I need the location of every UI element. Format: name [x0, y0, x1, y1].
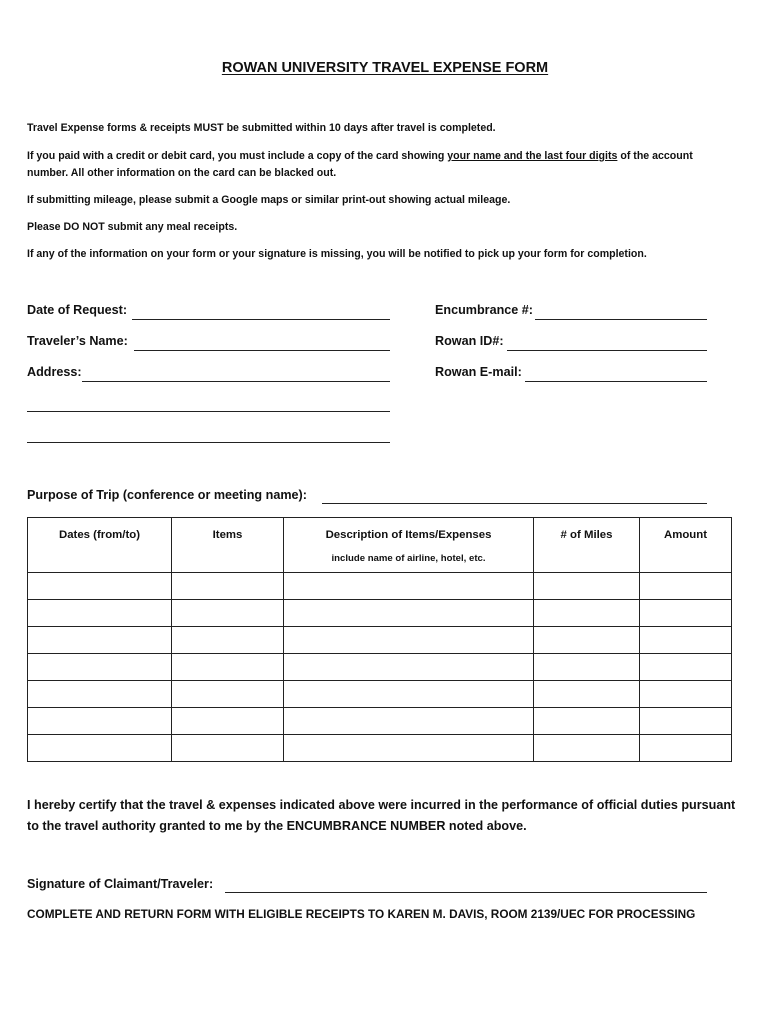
- amount-cell[interactable]: [640, 654, 732, 681]
- items-cell[interactable]: [172, 708, 284, 735]
- instruction-missing-info: If any of the information on your form or your signature is missing, you will be notified to pick up your form for completion.: [27, 248, 647, 260]
- miles-cell[interactable]: [534, 735, 640, 762]
- items-cell[interactable]: [172, 735, 284, 762]
- amount-cell[interactable]: [640, 627, 732, 654]
- description-cell[interactable]: [284, 735, 534, 762]
- items-cell[interactable]: [172, 681, 284, 708]
- signature-line[interactable]: [225, 892, 707, 893]
- return-instructions: COMPLETE AND RETURN FORM WITH ELIGIBLE RECEIPTS TO KAREN M. DAVIS, ROOM 2139/UEC FOR PROCESSING: [27, 907, 696, 921]
- amount-cell[interactable]: [640, 735, 732, 762]
- rowan-id-label: Rowan ID#:: [435, 334, 504, 348]
- amount-cell[interactable]: [640, 681, 732, 708]
- amount-cell[interactable]: [640, 708, 732, 735]
- instruction-card-copy-continued: number. All other information on the card can be blacked out.: [27, 167, 337, 179]
- dates-cell[interactable]: [28, 654, 172, 681]
- items-cell[interactable]: [172, 627, 284, 654]
- dates-cell[interactable]: [28, 681, 172, 708]
- dates-cell[interactable]: [28, 627, 172, 654]
- miles-cell[interactable]: [534, 708, 640, 735]
- amount-column-header: Amount: [640, 518, 732, 573]
- description-cell[interactable]: [284, 627, 534, 654]
- amount-cell[interactable]: [640, 573, 732, 600]
- table-row: [28, 708, 732, 735]
- amount-cell[interactable]: [640, 600, 732, 627]
- rowan-id-line[interactable]: [507, 350, 707, 351]
- dates-cell[interactable]: [28, 735, 172, 762]
- items-cell[interactable]: [172, 573, 284, 600]
- travelers-name-line[interactable]: [134, 350, 390, 351]
- table-row: [28, 735, 732, 762]
- items-cell[interactable]: [172, 654, 284, 681]
- instruction-mileage: If submitting mileage, please submit a Google maps or similar print-out showing actual mileage.: [27, 194, 511, 206]
- miles-cell[interactable]: [534, 600, 640, 627]
- expense-table-header-row: [28, 518, 732, 573]
- instruction-card-copy-pre: If you paid with a credit or debit card, you must include a copy of the card showing: [27, 150, 448, 162]
- table-row: [28, 573, 732, 600]
- description-cell[interactable]: [284, 573, 534, 600]
- address-line-1[interactable]: [82, 381, 390, 382]
- description-cell[interactable]: [284, 600, 534, 627]
- address-line-2[interactable]: [27, 411, 390, 412]
- miles-column-header: # of Miles: [534, 518, 640, 573]
- instruction-card-copy: [27, 148, 727, 165]
- items-column-header: Items: [172, 518, 284, 573]
- dates-cell[interactable]: [28, 573, 172, 600]
- date-of-request-line[interactable]: [132, 319, 390, 320]
- expense-table: [27, 517, 732, 762]
- table-row: [28, 627, 732, 654]
- dates-column-header: Dates (from/to): [28, 518, 172, 573]
- rowan-email-label: Rowan E-mail:: [435, 365, 522, 379]
- description-cell[interactable]: [284, 654, 534, 681]
- instruction-card-copy-underlined: your name and the last four digits: [447, 150, 618, 162]
- certification-statement: I hereby certify that the travel & expenses indicated above were incurred in the performance of official duties pursuant to the travel authority granted to me by the ENCUMBRANCE NUMBER noted above.: [27, 798, 736, 833]
- miles-cell[interactable]: [534, 681, 640, 708]
- table-row: [28, 600, 732, 627]
- encumbrance-label: Encumbrance #:: [435, 303, 533, 317]
- miles-cell[interactable]: [534, 654, 640, 681]
- encumbrance-line[interactable]: [535, 319, 707, 320]
- travelers-name-label: Traveler’s Name:: [27, 334, 128, 348]
- description-column-header: Description of Items/Expenses include name of airline, hotel, etc.: [284, 518, 534, 573]
- date-of-request-label: Date of Request:: [27, 303, 128, 317]
- table-row: [28, 681, 732, 708]
- instruction-no-meals: Please DO NOT submit any meal receipts.: [27, 221, 238, 233]
- items-cell[interactable]: [172, 600, 284, 627]
- signature-label: Signature of Claimant/Traveler:: [27, 877, 214, 891]
- rowan-email-line[interactable]: [525, 381, 707, 382]
- address-label: Address:: [27, 365, 82, 379]
- address-line-3[interactable]: [27, 442, 390, 443]
- dates-cell[interactable]: [28, 600, 172, 627]
- table-row: [28, 654, 732, 681]
- dates-cell[interactable]: [28, 708, 172, 735]
- description-cell[interactable]: [284, 708, 534, 735]
- miles-cell[interactable]: [534, 627, 640, 654]
- form-title: ROWAN UNIVERSITY TRAVEL EXPENSE FORM: [221, 60, 549, 76]
- instruction-deadline: Travel Expense forms & receipts MUST be submitted within 10 days after travel is completed.: [27, 122, 496, 134]
- purpose-of-trip-line[interactable]: [322, 503, 707, 504]
- purpose-of-trip-label: Purpose of Trip (conference or meeting name):: [27, 488, 307, 502]
- description-cell[interactable]: [284, 681, 534, 708]
- instruction-card-copy-post: of the account: [617, 150, 693, 162]
- miles-cell[interactable]: [534, 573, 640, 600]
- description-column-subheader: include name of airline, hotel, etc.: [331, 553, 486, 564]
